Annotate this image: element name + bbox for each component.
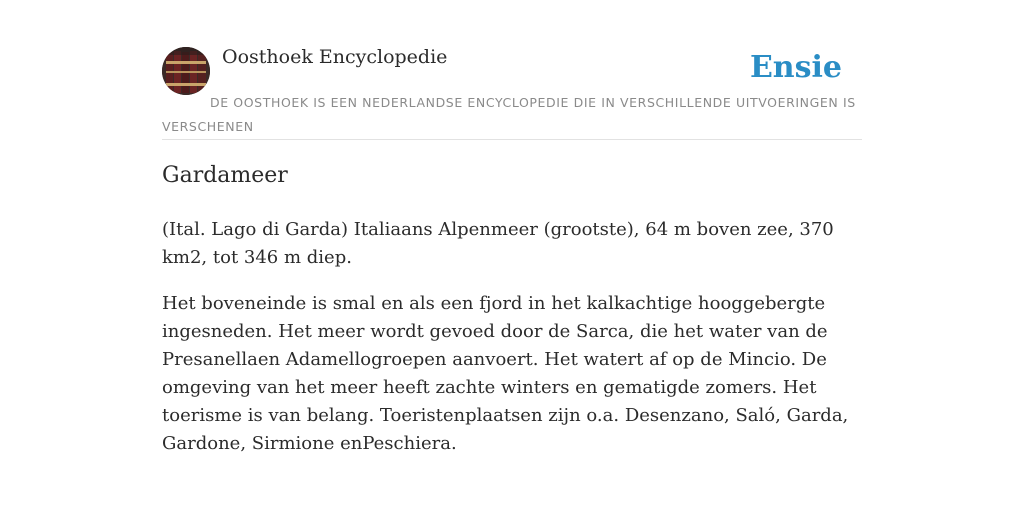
header-divider [162,139,862,140]
brand-logo[interactable]: Ensie [749,50,842,85]
encyclopedia-books-icon [162,47,210,95]
article-body [162,216,862,476]
article-title: Gardameer [162,163,288,188]
source-title[interactable]: Oosthoek Encyclopedie [222,46,448,68]
source-description: DE OOSTHOEK IS EEN NEDERLANDSE ENCYCLOPEDIE DIE IN VERSCHILLENDE UITVOERINGEN IS VERSCHENEN [162,95,856,134]
article-paragraph: (Ital. Lago di Garda) Italiaans Alpenmeer (grootste), 64 m boven zee, 370 km2, tot 346 m diep. [162,219,834,268]
article-paragraph: Het boveneinde is smal en als een fjord in het kalkachtige hooggebergte ingesneden. Het meer wordt gevoed door de Sarca, die het water van de Presanellaen Adamellogroepen aanvoert. Het watert af op de Mincio. De omgeving van het meer heeft zachte winters en gematigde zomers. Het toerisme is van belang. Toeristenplaatsen zijn o.a. Desenzano, Saló, Garda, Gardone, Sirmione enPeschiera. [162,293,849,454]
